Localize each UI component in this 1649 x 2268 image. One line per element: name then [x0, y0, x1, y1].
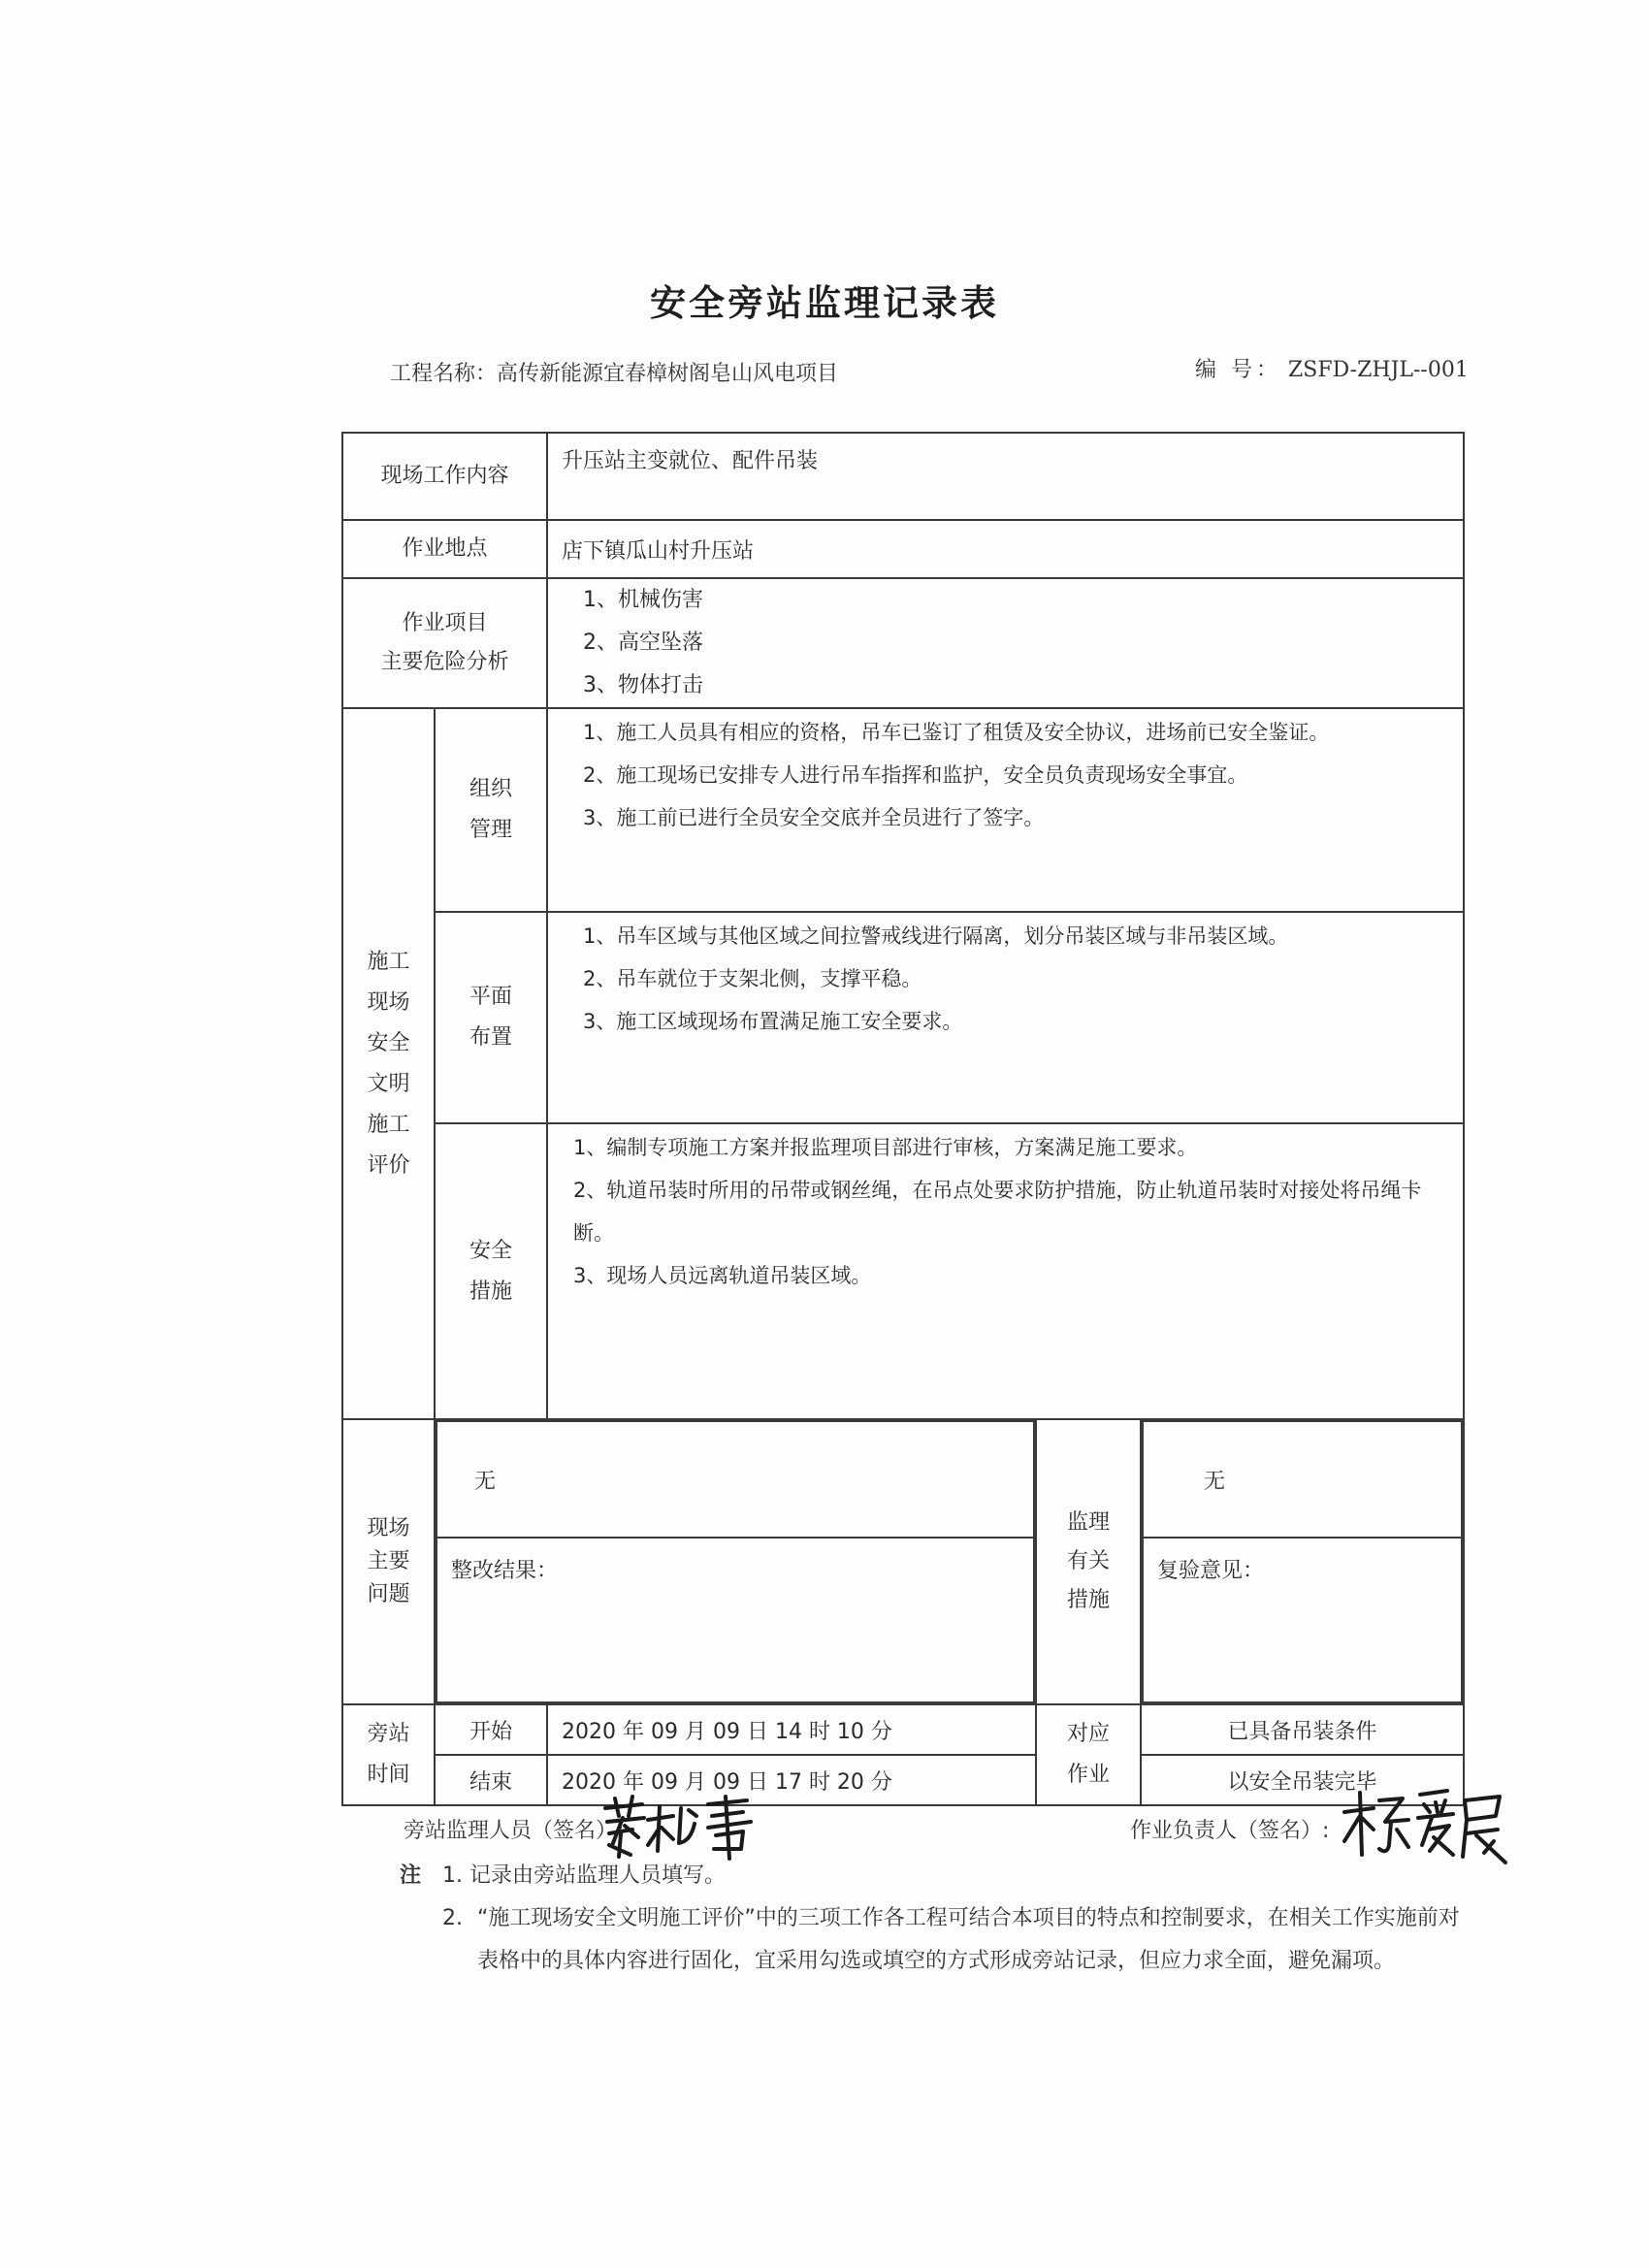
problems-label-part: 问题: [367, 1582, 410, 1606]
work-content-label: 现场工作内容: [342, 433, 547, 520]
row-hazard: [342, 578, 1464, 708]
row-time-end: [342, 1755, 1464, 1805]
evaluation-label-part: 施工: [367, 949, 410, 974]
note-1: [400, 1855, 1476, 1897]
hazard-label: [342, 578, 547, 708]
supervisor-sign-label: 旁站监理人员（签名）:: [404, 1819, 625, 1843]
leader-sign-label: 作业负责人（签名）:: [1130, 1819, 1330, 1843]
notes-label: 注: [400, 1863, 422, 1888]
work-label-part: 对应: [1067, 1722, 1111, 1746]
notes-section: [400, 1855, 1476, 1983]
org-item: 1、施工人员具有相应的资格，吊车已鉴订了租赁及安全协议，进场前已安全鉴证。: [583, 721, 1330, 744]
hazard-item: 1、机械伤害: [583, 588, 704, 612]
layout-cell: [547, 912, 1464, 1123]
problems-value: 无: [436, 1421, 1034, 1538]
safety-measures-label: [435, 1123, 547, 1419]
safety-measures-list: [548, 1124, 1463, 1297]
hazard-item: 3、物体打击: [583, 673, 704, 697]
code-value: ZSFD-ZHJL--001: [1288, 358, 1469, 382]
project-value: 高传新能源宜春樟树阁皂山风电项目: [497, 362, 839, 386]
org-management-label: [435, 708, 547, 912]
evaluation-label-part: 评价: [367, 1152, 410, 1178]
hazard-label-line1: 作业项目: [402, 611, 488, 635]
end-value: 2020 年 09 月 09 日 17 时 20 分: [547, 1755, 1036, 1805]
org-label-part: 组织: [469, 777, 513, 801]
safety-measures-cell: [547, 1123, 1464, 1419]
time-label-part: 旁站: [367, 1722, 410, 1746]
work-end-value: 以安全吊装完毕: [1141, 1755, 1464, 1805]
safety-item: 3、现场人员远离轨道吊装区域。: [573, 1264, 872, 1287]
org-management-cell: [547, 708, 1464, 912]
row-problems-measures: [342, 1419, 1464, 1704]
safety-label-part: 措施: [469, 1279, 513, 1304]
measures-value: 无: [1143, 1421, 1462, 1538]
layout-label: [435, 912, 547, 1123]
evaluation-label-part: 现场: [367, 989, 410, 1015]
layout-item: 2、吊车就位于支架北侧，支撑平稳。: [583, 967, 922, 990]
problems-label: [342, 1419, 435, 1704]
measures-label: [1036, 1419, 1141, 1704]
hazard-list: [548, 579, 1463, 707]
work-content-value: 升压站主变就位、配件吊装: [562, 449, 819, 473]
end-label: 结束: [435, 1755, 547, 1805]
note-1-text: 记录由旁站监理人员填写。: [469, 1863, 727, 1888]
row-safety-measures: [342, 1123, 1464, 1419]
row-time-start: [342, 1704, 1464, 1755]
supervisor-signature-line: [404, 1814, 624, 1844]
location-value: 店下镇瓜山村升压站: [562, 538, 755, 564]
work-label-part: 作业: [1067, 1763, 1111, 1787]
note-2-num: 2.: [442, 1906, 463, 1930]
layout-list: [548, 913, 1463, 1043]
problems-label-part: 主要: [367, 1549, 410, 1573]
layout-item: 3、施工区域现场布置满足施工安全要求。: [583, 1010, 963, 1033]
safety-label-part: 安全: [469, 1238, 513, 1263]
problems-inner: [436, 1420, 1035, 1703]
document-code: [1195, 353, 1469, 383]
measures-label-part: 监理: [1067, 1510, 1111, 1535]
time-label-part: 时间: [367, 1763, 410, 1787]
measures-cell: [1141, 1419, 1464, 1704]
note-2-text: “施工现场安全文明施工评价”中的三项工作各工程可结合本项目的特点和控制要求，在相关工作实施前对表格中的具体内容进行固化，宜采用勾选或填空的方式形成旁站记录，但应力求全面，避免漏项。: [477, 1906, 1460, 1973]
location-label: 作业地点: [342, 520, 547, 578]
work-label: [1036, 1704, 1141, 1805]
safety-item: 2、轨道吊装时所用的吊带或钢丝绳，在吊点处要求防护措施，防止轨道吊装时对接处将吊绳卡断。: [573, 1179, 1422, 1245]
row-work-content: [342, 433, 1464, 520]
safety-item: 1、编制专项施工方案并报监理项目部进行审核，方案满足施工要求。: [573, 1136, 1198, 1159]
org-item: 2、施工现场已安排专人进行吊车指挥和监护，安全员负责现场安全事宜。: [583, 763, 1248, 787]
hazard-items-cell: [547, 578, 1464, 708]
start-label: 开始: [435, 1704, 547, 1755]
location-cell: [547, 520, 1464, 578]
hazard-label-line2: 主要危险分析: [380, 650, 509, 674]
problems-cell: [435, 1419, 1036, 1704]
measures-inner: [1142, 1420, 1463, 1703]
row-layout: [342, 912, 1464, 1123]
work-start-value: 已具备吊装条件: [1141, 1704, 1464, 1755]
note-1-num: 1.: [442, 1863, 463, 1888]
note-2: [400, 1897, 1476, 1983]
layout-label-part: 平面: [469, 985, 513, 1009]
org-item: 3、施工前已进行全员安全交底并全员进行了签字。: [583, 806, 1045, 829]
measures-label-part: 措施: [1067, 1588, 1111, 1612]
layout-item: 1、吊车区域与其他区域之间拉警戒线进行隔离，划分吊装区域与非吊装区域。: [583, 924, 1289, 948]
leader-signature-line: [1130, 1814, 1329, 1844]
evaluation-label-part: 安全: [367, 1030, 410, 1055]
row-org-management: [342, 708, 1464, 912]
row-location: [342, 520, 1464, 578]
supervisor-signature: [599, 1795, 764, 1863]
measures-label-part: 有关: [1067, 1549, 1111, 1573]
work-content-cell: [547, 433, 1464, 520]
layout-label-part: 布置: [469, 1025, 513, 1050]
review-label: 复验意见：: [1143, 1538, 1462, 1702]
evaluation-label: [342, 708, 435, 1419]
supervision-record-table: [341, 432, 1465, 1806]
org-management-list: [548, 709, 1463, 839]
time-label: [342, 1704, 435, 1805]
evaluation-label-part: 施工: [367, 1112, 410, 1137]
project-label: 工程名称：: [390, 362, 498, 386]
document-title: 安全旁站监理记录表: [650, 282, 999, 324]
project-name: [390, 357, 838, 387]
code-label: 编 号：: [1195, 358, 1281, 382]
rectify-label: 整改结果：: [436, 1538, 1034, 1702]
start-value: 2020 年 09 月 09 日 14 时 10 分: [547, 1704, 1036, 1755]
problems-label-part: 现场: [367, 1516, 410, 1540]
hazard-item: 2、高空坠落: [583, 631, 704, 655]
org-label-part: 管理: [469, 818, 513, 842]
evaluation-label-part: 文明: [367, 1071, 410, 1096]
